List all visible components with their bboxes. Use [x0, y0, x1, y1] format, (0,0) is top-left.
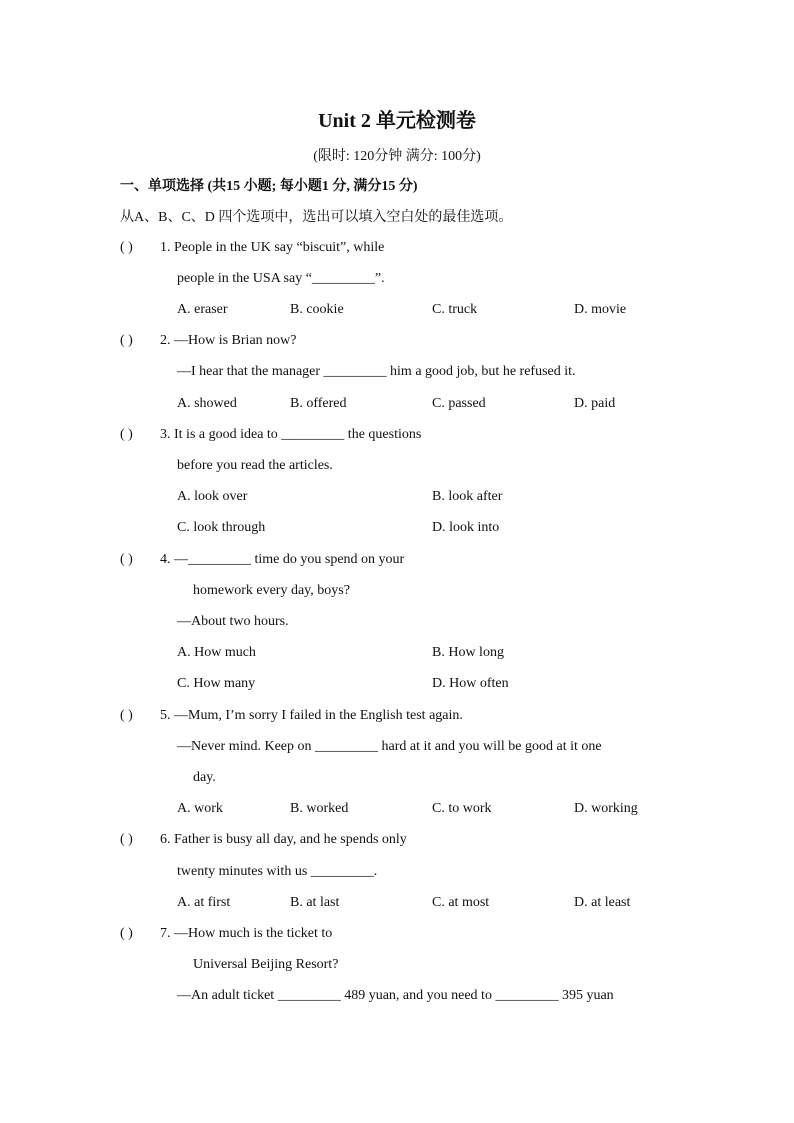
- question-stem: homework every day, boys?: [193, 583, 350, 598]
- question-stem: —About two hours.: [177, 614, 289, 629]
- option-c: C. to work: [432, 801, 492, 816]
- question-stem: 4. —_________ time do you spend on your: [160, 552, 405, 567]
- question-stem: —An adult ticket _________ 489 yuan, and you need to _________ 395 yuan: [177, 988, 614, 1003]
- answer-bracket: ( ): [120, 240, 133, 255]
- option-d: D. How often: [432, 676, 509, 691]
- option-d: D. movie: [574, 302, 627, 317]
- question-stem: —I hear that the manager _________ him a good job, but he refused it.: [177, 364, 576, 379]
- option-b: B. cookie: [290, 302, 344, 317]
- section-instruction: 从A、B、C、D 四个选项中，选出可以填入空白处的最佳选项。: [120, 210, 513, 225]
- option-d: D. at least: [574, 895, 631, 910]
- question-stem: Universal Beijing Resort?: [193, 957, 339, 972]
- question-stem: twenty minutes with us _________.: [177, 864, 378, 879]
- option-c: C. look through: [177, 520, 266, 535]
- option-b: B. at last: [290, 895, 340, 910]
- answer-bracket: ( ): [120, 708, 133, 723]
- option-c: C. at most: [432, 895, 490, 910]
- option-a: A. at first: [177, 895, 231, 910]
- answer-bracket: ( ): [120, 926, 133, 941]
- question-stem: day.: [193, 770, 216, 785]
- question-stem: 3. It is a good idea to _________ the questions: [160, 427, 422, 442]
- option-c: C. truck: [432, 302, 478, 317]
- page-title: Unit 2 单元检测卷: [318, 110, 476, 132]
- option-b: B. worked: [290, 801, 349, 816]
- answer-bracket: ( ): [120, 832, 133, 847]
- option-a: A. look over: [177, 489, 248, 504]
- option-d: D. look into: [432, 520, 500, 535]
- answer-bracket: ( ): [120, 552, 133, 567]
- option-b: B. offered: [290, 396, 347, 411]
- question-stem: 5. —Mum, I’m sorry I failed in the English test again.: [160, 708, 463, 723]
- question-stem: 1. People in the UK say “biscuit”, while: [160, 240, 385, 255]
- question-stem: 6. Father is busy all day, and he spends only: [160, 832, 407, 847]
- option-b: B. How long: [432, 645, 504, 660]
- answer-bracket: ( ): [120, 333, 133, 348]
- question-stem: 7. —How much is the ticket to: [160, 926, 333, 941]
- section-heading: 一、单项选择 (共15 小题; 每小题1 分, 满分15 分): [120, 179, 418, 194]
- option-d: D. working: [574, 801, 638, 816]
- option-a: A. work: [177, 801, 223, 816]
- option-d: D. paid: [574, 396, 616, 411]
- question-stem: before you read the articles.: [177, 458, 333, 473]
- question-stem: 2. —How is Brian now?: [160, 333, 297, 348]
- option-c: C. passed: [432, 396, 486, 411]
- question-stem: —Never mind. Keep on _________ hard at it and you will be good at it one: [177, 739, 602, 754]
- answer-bracket: ( ): [120, 427, 133, 442]
- time-score-info: (限时: 120分钟 满分: 100分): [313, 149, 481, 164]
- question-stem: people in the USA say “_________”.: [177, 271, 385, 286]
- option-b: B. look after: [432, 489, 503, 504]
- option-a: A. How much: [177, 645, 256, 660]
- option-a: A. eraser: [177, 302, 228, 317]
- option-a: A. showed: [177, 396, 237, 411]
- option-c: C. How many: [177, 676, 256, 691]
